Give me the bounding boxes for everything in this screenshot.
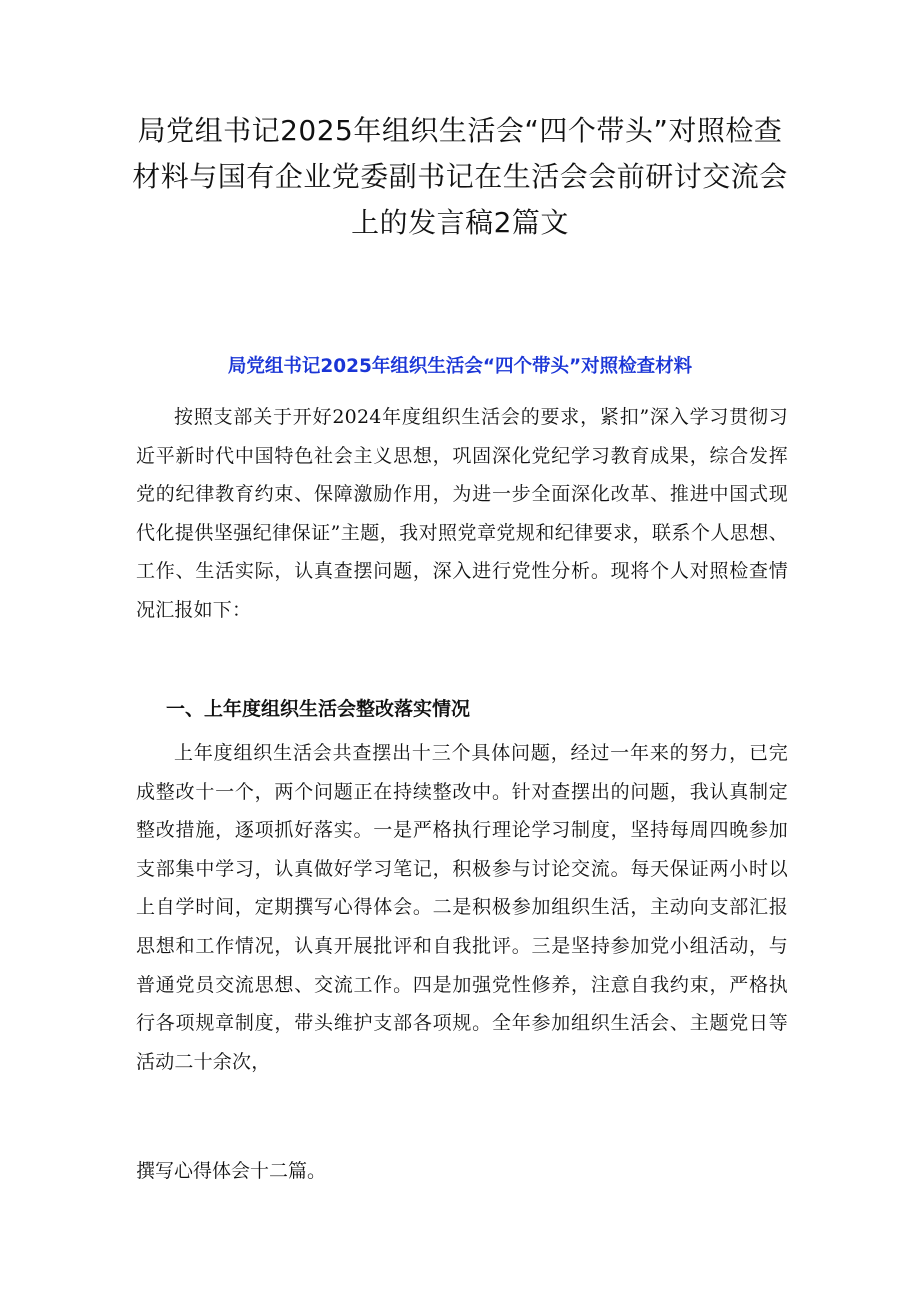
section-heading: 局党组书记2025年组织生活会“四个带头”对照检查材料	[227, 356, 693, 377]
document-title: 局党组书记2025年组织生活会“四个带头”对照检查材料与国有企业党委副书记在生活会会前研讨交流会上的发言稿2篇文	[132, 114, 788, 239]
body-paragraph-tail: 撰写心得体会十二篇。	[136, 1160, 327, 1182]
body-paragraph: 上年度组织生活会共查摆出十三个具体问题，经过一年来的努力，已完成整改十一个，两个问题正在持续整改中。针对查摆出的问题，我认真制定整改措施，逐项抓好落实。一是严格执行理论学习制度，坚持每周四晚参加支部集中学习，认真做好学习笔记，积极参与讨论交流。每天保证两小时以上自学时间，定期撰写心得体会。二是积极参加组织生活，主动向支部汇报思想和工作情况，认真开展批评和自我批评。三是坚持参加党小组活动，与普通党员交流思想、交流工作。四是加强党性修养，注意自我约束，严格执行各项规章制度，带头维护支部各项规。全年参加组织生活会、主题党日等活动二十余次，	[136, 742, 788, 1073]
intro-paragraph: 按照支部关于开好2024年度组织生活会的要求，紧扣”深入学习贯彻习近平新时代中国特色社会主义思想，巩固深化党纪学习教育成果，综合发挥党的纪律教育约束、保障激励作用，为进一步全面深化改革、推进中国式现代化提供坚强纪律保证”主题，我对照党章党规和纪律要求，联系个人思想、工作、生活实际，认真查摆问题，深入进行党性分析。现将个人对照检查情况汇报如下：	[136, 406, 788, 621]
subheading-rectification: 一、上年度组织生活会整改落实情况	[166, 698, 471, 720]
